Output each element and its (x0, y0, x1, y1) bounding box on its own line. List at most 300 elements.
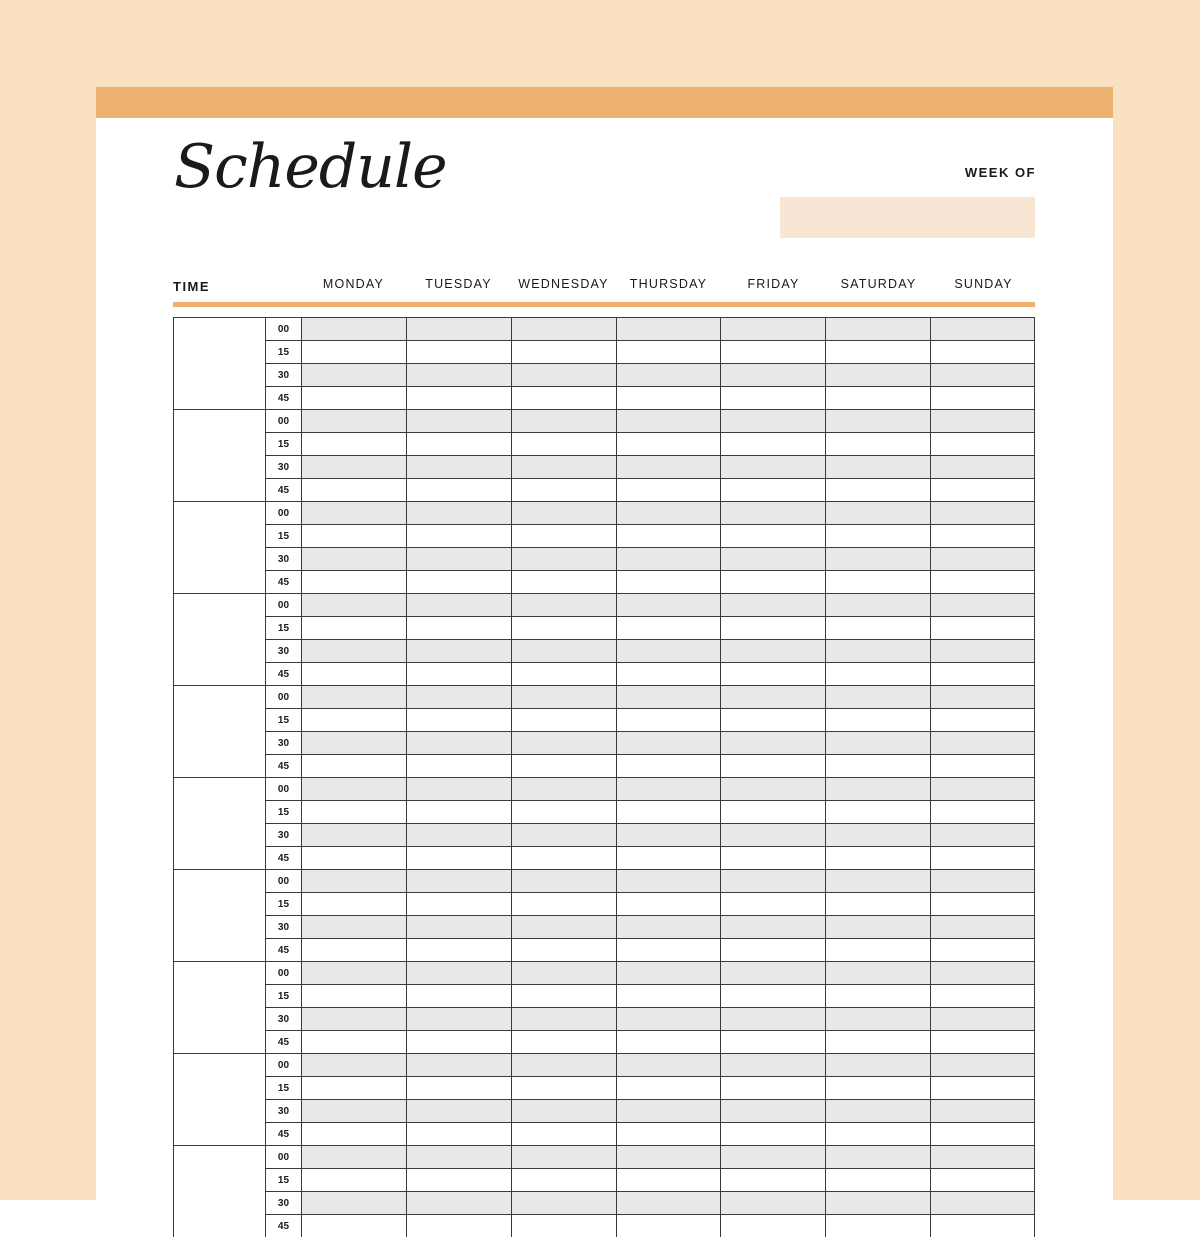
slot-cell-wednesday[interactable] (511, 1053, 616, 1076)
slot-cell-sunday[interactable] (930, 823, 1035, 846)
slot-cell-sunday[interactable] (930, 1053, 1035, 1076)
slot-cell-monday[interactable] (301, 662, 406, 685)
slot-cell-wednesday[interactable] (511, 754, 616, 777)
slot-cell-thursday[interactable] (616, 685, 721, 708)
slot-cell-friday[interactable] (720, 317, 825, 340)
slot-cell-tuesday[interactable] (406, 938, 511, 961)
slot-cell-saturday[interactable] (825, 570, 930, 593)
hour-label-field[interactable] (173, 1145, 265, 1237)
slot-cell-friday[interactable] (720, 340, 825, 363)
slot-cell-sunday[interactable] (930, 386, 1035, 409)
slot-cell-friday[interactable] (720, 685, 825, 708)
slot-cell-friday[interactable] (720, 616, 825, 639)
slot-cell-sunday[interactable] (930, 915, 1035, 938)
time-slot-row (265, 938, 1035, 961)
slot-cell-thursday[interactable] (616, 639, 721, 662)
slot-cell-wednesday[interactable] (511, 478, 616, 501)
slot-cell-thursday[interactable] (616, 1007, 721, 1030)
slot-cell-friday[interactable] (720, 639, 825, 662)
slot-cell-wednesday[interactable] (511, 938, 616, 961)
slot-cell-sunday[interactable] (930, 777, 1035, 800)
slot-cell-wednesday[interactable] (511, 639, 616, 662)
slot-cell-tuesday[interactable] (406, 984, 511, 1007)
slot-cell-tuesday[interactable] (406, 639, 511, 662)
slot-cell-tuesday[interactable] (406, 708, 511, 731)
slot-cell-wednesday[interactable] (511, 823, 616, 846)
slot-cell-tuesday[interactable] (406, 1007, 511, 1030)
slot-cell-friday[interactable] (720, 731, 825, 754)
slot-cell-friday[interactable] (720, 754, 825, 777)
hour-label-field[interactable] (173, 501, 265, 593)
slot-cell-wednesday[interactable] (511, 777, 616, 800)
slot-cell-friday[interactable] (720, 432, 825, 455)
slot-cell-friday[interactable] (720, 524, 825, 547)
slot-cell-saturday[interactable] (825, 1007, 930, 1030)
slot-cell-wednesday[interactable] (511, 524, 616, 547)
slot-cell-saturday[interactable] (825, 754, 930, 777)
slot-cell-wednesday[interactable] (511, 1007, 616, 1030)
slot-cell-thursday[interactable] (616, 363, 721, 386)
slot-cell-sunday[interactable] (930, 524, 1035, 547)
slot-cell-monday[interactable] (301, 409, 406, 432)
slot-cell-sunday[interactable] (930, 409, 1035, 432)
slot-cell-saturday[interactable] (825, 639, 930, 662)
slot-cell-monday[interactable] (301, 524, 406, 547)
slot-cell-tuesday[interactable] (406, 524, 511, 547)
slot-cell-thursday[interactable] (616, 432, 721, 455)
slot-cell-sunday[interactable] (930, 961, 1035, 984)
slot-cell-wednesday[interactable] (511, 616, 616, 639)
slot-cell-sunday[interactable] (930, 984, 1035, 1007)
slot-cell-saturday[interactable] (825, 1145, 930, 1168)
slot-cell-monday[interactable] (301, 1214, 406, 1237)
slot-cell-saturday[interactable] (825, 1122, 930, 1145)
slot-cell-tuesday[interactable] (406, 1076, 511, 1099)
slot-cell-friday[interactable] (720, 1168, 825, 1191)
slot-cell-friday[interactable] (720, 984, 825, 1007)
slot-cell-sunday[interactable] (930, 1214, 1035, 1237)
slot-cell-friday[interactable] (720, 777, 825, 800)
slot-cell-thursday[interactable] (616, 662, 721, 685)
slot-cell-saturday[interactable] (825, 731, 930, 754)
slot-cell-monday[interactable] (301, 892, 406, 915)
slot-cell-wednesday[interactable] (511, 961, 616, 984)
slot-cell-thursday[interactable] (616, 777, 721, 800)
slot-cell-tuesday[interactable] (406, 1053, 511, 1076)
slot-cell-thursday[interactable] (616, 616, 721, 639)
hour-label-field[interactable] (173, 1053, 265, 1145)
slot-cell-sunday[interactable] (930, 1030, 1035, 1053)
slot-cell-thursday[interactable] (616, 1122, 721, 1145)
slot-cell-thursday[interactable] (616, 938, 721, 961)
slot-cell-friday[interactable] (720, 1214, 825, 1237)
slot-cell-friday[interactable] (720, 869, 825, 892)
slot-cell-thursday[interactable] (616, 984, 721, 1007)
slot-cell-wednesday[interactable] (511, 846, 616, 869)
slot-cell-monday[interactable] (301, 1122, 406, 1145)
slot-cell-wednesday[interactable] (511, 455, 616, 478)
slot-cell-tuesday[interactable] (406, 1145, 511, 1168)
slot-cell-saturday[interactable] (825, 823, 930, 846)
time-slot-row (265, 455, 1035, 478)
slot-cell-tuesday[interactable] (406, 616, 511, 639)
slot-cell-thursday[interactable] (616, 869, 721, 892)
slot-cell-wednesday[interactable] (511, 892, 616, 915)
slot-cell-thursday[interactable] (616, 1214, 721, 1237)
slot-cell-wednesday[interactable] (511, 1030, 616, 1053)
slot-cell-saturday[interactable] (825, 1168, 930, 1191)
slot-cell-tuesday[interactable] (406, 823, 511, 846)
hour-label-field[interactable] (173, 961, 265, 1053)
slot-cell-friday[interactable] (720, 662, 825, 685)
slot-cell-tuesday[interactable] (406, 317, 511, 340)
slot-cell-tuesday[interactable] (406, 915, 511, 938)
slot-cell-friday[interactable] (720, 478, 825, 501)
slot-cell-friday[interactable] (720, 961, 825, 984)
slot-cell-thursday[interactable] (616, 524, 721, 547)
slot-cell-tuesday[interactable] (406, 961, 511, 984)
slot-cell-tuesday[interactable] (406, 777, 511, 800)
slot-cell-monday[interactable] (301, 501, 406, 524)
slot-cell-sunday[interactable] (930, 1168, 1035, 1191)
slot-cell-thursday[interactable] (616, 1145, 721, 1168)
slot-cell-saturday[interactable] (825, 1099, 930, 1122)
slot-cell-tuesday[interactable] (406, 1168, 511, 1191)
slot-cell-tuesday[interactable] (406, 340, 511, 363)
time-slot-row (265, 915, 1035, 938)
slot-cell-monday[interactable] (301, 685, 406, 708)
slot-cell-tuesday[interactable] (406, 478, 511, 501)
slot-cell-friday[interactable] (720, 823, 825, 846)
slot-cell-monday[interactable] (301, 639, 406, 662)
slot-cell-monday[interactable] (301, 731, 406, 754)
slot-cell-sunday[interactable] (930, 1076, 1035, 1099)
slot-cell-sunday[interactable] (930, 501, 1035, 524)
slot-cell-saturday[interactable] (825, 685, 930, 708)
slot-cell-saturday[interactable] (825, 800, 930, 823)
slot-cell-wednesday[interactable] (511, 340, 616, 363)
slot-cell-saturday[interactable] (825, 501, 930, 524)
slot-cell-sunday[interactable] (930, 846, 1035, 869)
slot-cell-wednesday[interactable] (511, 593, 616, 616)
slot-cell-wednesday[interactable] (511, 1099, 616, 1122)
slot-cell-thursday[interactable] (616, 1191, 721, 1214)
slot-cell-saturday[interactable] (825, 892, 930, 915)
slot-cell-friday[interactable] (720, 593, 825, 616)
slot-cell-thursday[interactable] (616, 1076, 721, 1099)
slot-cell-monday[interactable] (301, 547, 406, 570)
slot-cell-wednesday[interactable] (511, 432, 616, 455)
slot-cell-wednesday[interactable] (511, 662, 616, 685)
slot-cell-friday[interactable] (720, 570, 825, 593)
slot-cell-sunday[interactable] (930, 1007, 1035, 1030)
slot-cell-sunday[interactable] (930, 708, 1035, 731)
slot-cell-tuesday[interactable] (406, 685, 511, 708)
slot-cell-saturday[interactable] (825, 1076, 930, 1099)
slot-cell-thursday[interactable] (616, 570, 721, 593)
slot-cell-saturday[interactable] (825, 662, 930, 685)
slot-cell-tuesday[interactable] (406, 1122, 511, 1145)
slot-cell-wednesday[interactable] (511, 1122, 616, 1145)
slot-cell-monday[interactable] (301, 363, 406, 386)
slot-cell-wednesday[interactable] (511, 409, 616, 432)
hour-label-field[interactable] (173, 409, 265, 501)
slot-cell-saturday[interactable] (825, 708, 930, 731)
slot-cell-sunday[interactable] (930, 685, 1035, 708)
slot-cell-monday[interactable] (301, 1145, 406, 1168)
slot-cell-saturday[interactable] (825, 938, 930, 961)
slot-cell-thursday[interactable] (616, 961, 721, 984)
slot-cell-monday[interactable] (301, 984, 406, 1007)
slot-cell-thursday[interactable] (616, 501, 721, 524)
hour-label-field[interactable] (173, 685, 265, 777)
slot-cell-monday[interactable] (301, 777, 406, 800)
slot-cell-wednesday[interactable] (511, 363, 616, 386)
slot-cell-tuesday[interactable] (406, 570, 511, 593)
slot-cell-saturday[interactable] (825, 984, 930, 1007)
slot-cell-saturday[interactable] (825, 961, 930, 984)
slot-cell-wednesday[interactable] (511, 1191, 616, 1214)
slot-cell-friday[interactable] (720, 363, 825, 386)
slot-cell-thursday[interactable] (616, 547, 721, 570)
slot-cell-thursday[interactable] (616, 708, 721, 731)
slot-cell-monday[interactable] (301, 1007, 406, 1030)
slot-cell-thursday[interactable] (616, 1099, 721, 1122)
slot-cell-tuesday[interactable] (406, 1214, 511, 1237)
slot-cell-saturday[interactable] (825, 1214, 930, 1237)
slot-cell-sunday[interactable] (930, 1145, 1035, 1168)
slot-cell-monday[interactable] (301, 1030, 406, 1053)
slot-cell-wednesday[interactable] (511, 547, 616, 570)
slot-cell-tuesday[interactable] (406, 869, 511, 892)
slot-cell-sunday[interactable] (930, 570, 1035, 593)
slot-cell-monday[interactable] (301, 593, 406, 616)
slot-cell-thursday[interactable] (616, 1168, 721, 1191)
slot-cell-tuesday[interactable] (406, 892, 511, 915)
slot-cell-wednesday[interactable] (511, 984, 616, 1007)
slot-cell-thursday[interactable] (616, 731, 721, 754)
slot-cell-wednesday[interactable] (511, 1168, 616, 1191)
slot-cell-saturday[interactable] (825, 340, 930, 363)
slot-cell-monday[interactable] (301, 915, 406, 938)
slot-cell-thursday[interactable] (616, 409, 721, 432)
slot-cell-sunday[interactable] (930, 1099, 1035, 1122)
slot-cell-monday[interactable] (301, 961, 406, 984)
slot-cell-saturday[interactable] (825, 432, 930, 455)
hour-label-field[interactable] (173, 317, 265, 409)
slot-cell-monday[interactable] (301, 455, 406, 478)
slot-cell-friday[interactable] (720, 938, 825, 961)
slot-cell-friday[interactable] (720, 800, 825, 823)
slot-cell-saturday[interactable] (825, 524, 930, 547)
slot-cell-friday[interactable] (720, 501, 825, 524)
week-of-field[interactable] (780, 197, 1035, 238)
slot-cell-monday[interactable] (301, 938, 406, 961)
slot-cell-sunday[interactable] (930, 455, 1035, 478)
time-slot-row (265, 409, 1035, 432)
slot-cell-monday[interactable] (301, 1099, 406, 1122)
slot-cell-monday[interactable] (301, 800, 406, 823)
slot-cell-wednesday[interactable] (511, 1076, 616, 1099)
slot-cell-saturday[interactable] (825, 409, 930, 432)
hour-label-field[interactable] (173, 593, 265, 685)
slot-cell-wednesday[interactable] (511, 501, 616, 524)
slot-cell-tuesday[interactable] (406, 846, 511, 869)
slot-cell-sunday[interactable] (930, 639, 1035, 662)
slot-cell-tuesday[interactable] (406, 731, 511, 754)
slot-cell-sunday[interactable] (930, 731, 1035, 754)
slot-cell-wednesday[interactable] (511, 869, 616, 892)
slot-cell-sunday[interactable] (930, 892, 1035, 915)
slot-cell-sunday[interactable] (930, 340, 1035, 363)
slot-cell-saturday[interactable] (825, 455, 930, 478)
minute-label: 45 (265, 1030, 301, 1053)
slot-cell-monday[interactable] (301, 616, 406, 639)
slot-cell-tuesday[interactable] (406, 409, 511, 432)
slot-cell-tuesday[interactable] (406, 501, 511, 524)
slot-cell-sunday[interactable] (930, 938, 1035, 961)
slot-cell-thursday[interactable] (616, 823, 721, 846)
slot-cell-saturday[interactable] (825, 386, 930, 409)
slot-cell-wednesday[interactable] (511, 685, 616, 708)
slot-cell-friday[interactable] (720, 547, 825, 570)
slot-cell-monday[interactable] (301, 570, 406, 593)
slot-cell-tuesday[interactable] (406, 662, 511, 685)
slot-cell-friday[interactable] (720, 1145, 825, 1168)
slot-cell-friday[interactable] (720, 1099, 825, 1122)
slot-cell-thursday[interactable] (616, 593, 721, 616)
slot-cell-tuesday[interactable] (406, 386, 511, 409)
hour-label-field[interactable] (173, 869, 265, 961)
slot-cell-tuesday[interactable] (406, 1030, 511, 1053)
slot-cell-thursday[interactable] (616, 800, 721, 823)
slot-cell-wednesday[interactable] (511, 317, 616, 340)
slot-cell-monday[interactable] (301, 340, 406, 363)
slot-cell-friday[interactable] (720, 386, 825, 409)
slot-cell-thursday[interactable] (616, 386, 721, 409)
slot-cell-monday[interactable] (301, 869, 406, 892)
slot-cell-monday[interactable] (301, 1191, 406, 1214)
slot-cell-friday[interactable] (720, 1007, 825, 1030)
slot-cell-sunday[interactable] (930, 478, 1035, 501)
slot-cell-thursday[interactable] (616, 754, 721, 777)
minute-label: 30 (265, 823, 301, 846)
slot-cell-wednesday[interactable] (511, 1145, 616, 1168)
slot-cell-wednesday[interactable] (511, 386, 616, 409)
slot-cell-friday[interactable] (720, 1191, 825, 1214)
slot-cell-tuesday[interactable] (406, 593, 511, 616)
slot-cell-monday[interactable] (301, 1076, 406, 1099)
slot-cell-sunday[interactable] (930, 1122, 1035, 1145)
slot-cell-tuesday[interactable] (406, 1099, 511, 1122)
slot-cell-saturday[interactable] (825, 317, 930, 340)
slot-cell-friday[interactable] (720, 892, 825, 915)
slot-cell-sunday[interactable] (930, 869, 1035, 892)
slot-cell-thursday[interactable] (616, 1030, 721, 1053)
slot-cell-thursday[interactable] (616, 340, 721, 363)
slot-cell-sunday[interactable] (930, 1191, 1035, 1214)
slot-cell-friday[interactable] (720, 1076, 825, 1099)
slot-cell-sunday[interactable] (930, 432, 1035, 455)
slot-cell-tuesday[interactable] (406, 800, 511, 823)
slot-cell-friday[interactable] (720, 708, 825, 731)
slot-cell-friday[interactable] (720, 1030, 825, 1053)
slot-cell-thursday[interactable] (616, 455, 721, 478)
slot-cell-sunday[interactable] (930, 662, 1035, 685)
slot-cell-friday[interactable] (720, 455, 825, 478)
slot-cell-saturday[interactable] (825, 1030, 930, 1053)
slot-cell-monday[interactable] (301, 1168, 406, 1191)
slot-cell-sunday[interactable] (930, 800, 1035, 823)
slot-cell-monday[interactable] (301, 708, 406, 731)
time-slot-row (265, 1168, 1035, 1191)
slot-cell-tuesday[interactable] (406, 1191, 511, 1214)
slot-cell-wednesday[interactable] (511, 915, 616, 938)
slot-cell-friday[interactable] (720, 846, 825, 869)
slot-cell-thursday[interactable] (616, 1053, 721, 1076)
slot-cell-saturday[interactable] (825, 915, 930, 938)
slot-cell-monday[interactable] (301, 386, 406, 409)
slot-cell-tuesday[interactable] (406, 547, 511, 570)
slot-cell-friday[interactable] (720, 915, 825, 938)
slot-cell-thursday[interactable] (616, 915, 721, 938)
slot-cell-tuesday[interactable] (406, 363, 511, 386)
slot-cell-saturday[interactable] (825, 1053, 930, 1076)
slot-cell-wednesday[interactable] (511, 708, 616, 731)
hour-label-field[interactable] (173, 777, 265, 869)
slot-cell-saturday[interactable] (825, 593, 930, 616)
slot-cell-tuesday[interactable] (406, 754, 511, 777)
slot-cell-sunday[interactable] (930, 616, 1035, 639)
slot-cell-thursday[interactable] (616, 478, 721, 501)
slot-cell-monday[interactable] (301, 1053, 406, 1076)
slot-cell-thursday[interactable] (616, 846, 721, 869)
slot-cell-saturday[interactable] (825, 846, 930, 869)
slot-cell-wednesday[interactable] (511, 800, 616, 823)
slot-cell-tuesday[interactable] (406, 432, 511, 455)
slot-cell-monday[interactable] (301, 432, 406, 455)
slot-cell-monday[interactable] (301, 317, 406, 340)
slot-cell-saturday[interactable] (825, 478, 930, 501)
slot-cell-wednesday[interactable] (511, 570, 616, 593)
slot-cell-saturday[interactable] (825, 547, 930, 570)
slot-cell-wednesday[interactable] (511, 1214, 616, 1237)
slot-cell-saturday[interactable] (825, 777, 930, 800)
slot-cell-monday[interactable] (301, 846, 406, 869)
slot-cell-tuesday[interactable] (406, 455, 511, 478)
slot-cell-monday[interactable] (301, 754, 406, 777)
slot-cell-friday[interactable] (720, 1122, 825, 1145)
slot-cell-friday[interactable] (720, 409, 825, 432)
slot-cell-saturday[interactable] (825, 616, 930, 639)
slot-cell-saturday[interactable] (825, 363, 930, 386)
slot-cell-monday[interactable] (301, 823, 406, 846)
slot-cell-monday[interactable] (301, 478, 406, 501)
slot-cell-wednesday[interactable] (511, 731, 616, 754)
slot-cell-friday[interactable] (720, 1053, 825, 1076)
slot-cell-sunday[interactable] (930, 754, 1035, 777)
minute-label: 00 (265, 869, 301, 892)
slot-cell-saturday[interactable] (825, 869, 930, 892)
slot-cell-saturday[interactable] (825, 1191, 930, 1214)
slot-cell-sunday[interactable] (930, 317, 1035, 340)
hour-block (173, 1145, 1035, 1237)
slot-cell-sunday[interactable] (930, 547, 1035, 570)
slot-cell-sunday[interactable] (930, 593, 1035, 616)
slot-cell-sunday[interactable] (930, 363, 1035, 386)
slot-cell-thursday[interactable] (616, 317, 721, 340)
slot-cell-thursday[interactable] (616, 892, 721, 915)
